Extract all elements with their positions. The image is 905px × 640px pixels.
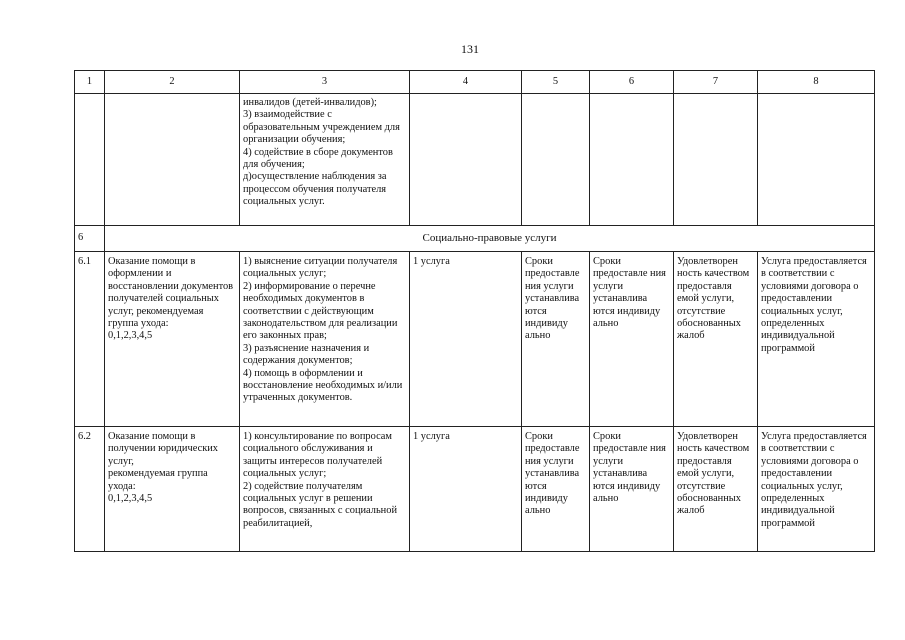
table-row [75,427,875,552]
cont-cell-service [105,94,240,226]
continuation-row [75,94,875,226]
section-title: Социально-правовые услуги [105,226,875,252]
row-term-detail: Сроки предоставле ния услуги устанавлива ются индивиду ально [590,252,674,427]
header-cell-3: 3 [240,71,410,94]
header-cell-8: 8 [758,71,875,94]
header-cell-5: 5 [522,71,590,94]
header-cell-2: 2 [105,71,240,94]
row-number: 6.2 [75,427,105,552]
row-volume: 1 услуга [410,427,522,552]
cont-cell-description: инвалидов (детей-инвалидов); 3) взаимодействие с образовательным учреждением для организации обучения; 4) содействие в сборе документов для обучения; д)осуществление наблюдения за процессом обучения получателя социальных услуг. [240,94,410,226]
header-cell-7: 7 [674,71,758,94]
header-cell-6: 6 [590,71,674,94]
row-description: 1) выяснение ситуации получателя социальных услуг; 2) информирование о перечне необходимых документов в соответствии с действующим законодательством для реализации его законных прав; 3) разъяснение назначения и содержания документов; 4) помощь в оформлении и восстановление необходимых и/или утраченных документов. [240,252,410,427]
row-quality: Удовлетворен ность качеством предоставля емой услуги, отсутствие обоснованных жалоб [674,427,758,552]
row-description: 1) консультирование по вопросам социального обслуживания и защиты интересов получателей социальных услуг; 2) содействие получателям социальных услуг в решении вопросов, связанных с социальной реабилитацией, [240,427,410,552]
row-conditions: Услуга предоставляется в соответствии с условиями договора о предоставлении социальных услуг, определенных индивидуальной программой [758,427,875,552]
header-cell-4: 4 [410,71,522,94]
services-table [74,70,875,552]
row-number: 6.1 [75,252,105,427]
row-conditions: Услуга предоставляется в соответствии с условиями договора о предоставлении социальных услуг, определенных индивидуальной программой [758,252,875,427]
page-number: 131 [461,42,479,56]
row-term: Сроки предоставле ния услуги устанавлива ются индивиду ально [522,427,590,552]
cont-cell-term [522,94,590,226]
row-term-detail: Сроки предоставле ния услуги устанавлива ются индивиду ально [590,427,674,552]
cont-cell-conditions [758,94,875,226]
row-service-name: Оказание помощи в получении юридических услуг, рекомендуемая группа ухода: 0,1,2,3,4,5 [105,427,240,552]
row-quality: Удовлетворен ность качеством предоставля емой услуги, отсутствие обоснованных жалоб [674,252,758,427]
cont-cell-term-detail [590,94,674,226]
cont-cell-quality [674,94,758,226]
row-term: Сроки предоставле ния услуги устанавлива ются индивиду ально [522,252,590,427]
section-row [75,226,875,252]
cont-cell-volume [410,94,522,226]
row-service-name: Оказание помощи в оформлении и восстановлении документов получателей социальных услуг, рекомендуемая группа ухода: 0,1,2,3,4,5 [105,252,240,427]
table-row [75,252,875,427]
row-volume: 1 услуга [410,252,522,427]
cont-cell-number [75,94,105,226]
section-number: 6 [75,226,105,252]
table-header-row [75,71,875,94]
header-cell-1: 1 [75,71,105,94]
